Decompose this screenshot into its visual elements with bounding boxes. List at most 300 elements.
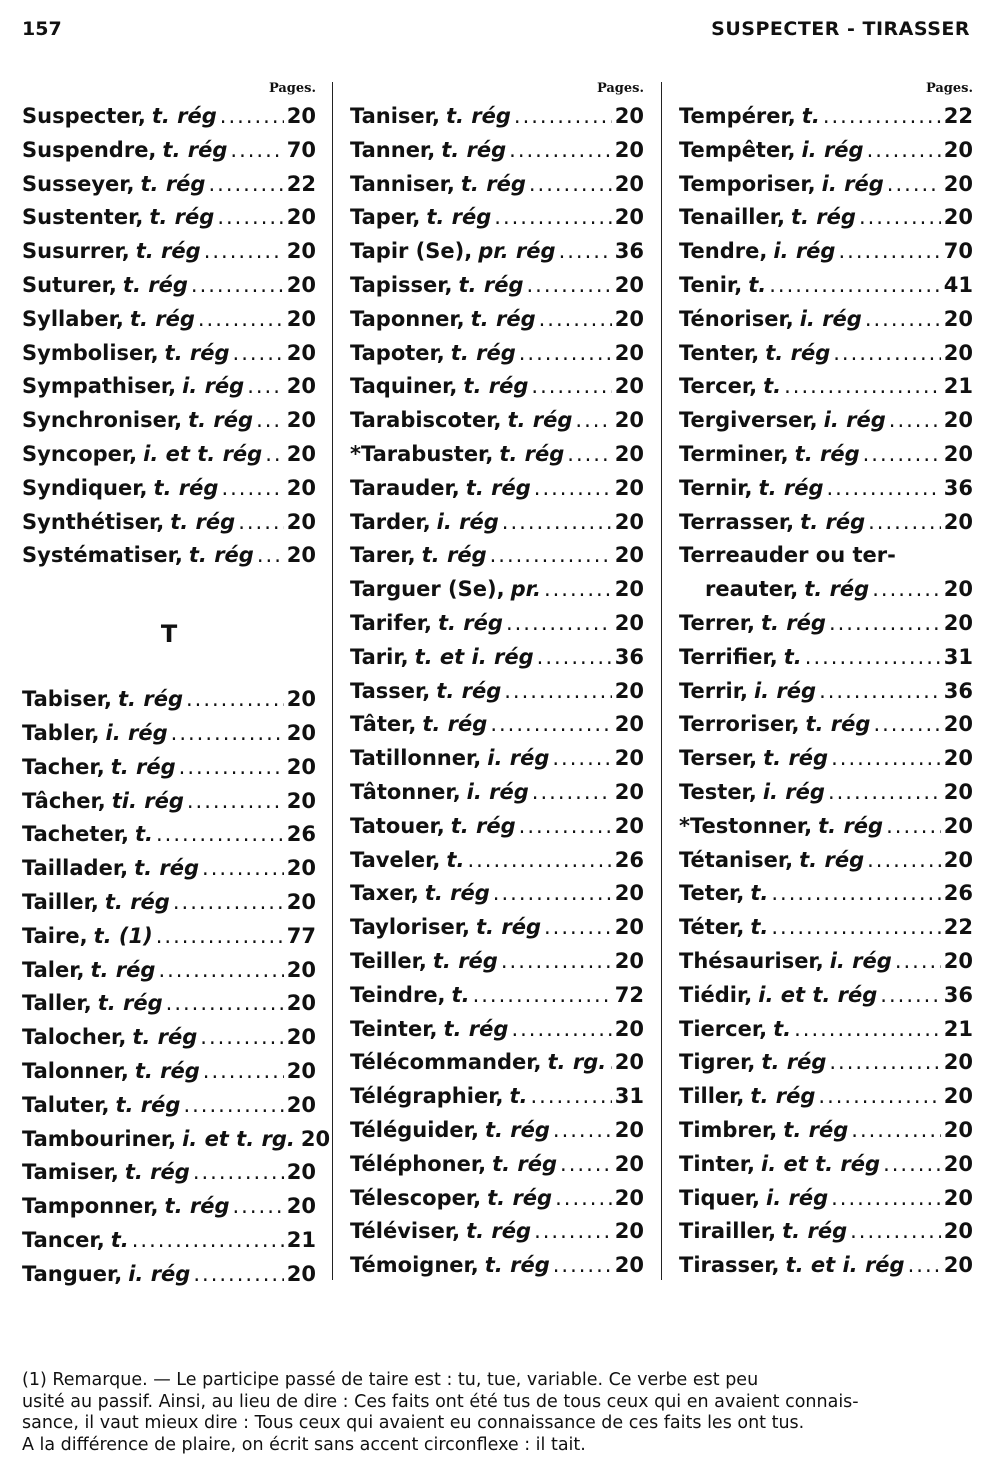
page-reference: 20	[286, 720, 316, 745]
page-reference: 20	[286, 889, 316, 914]
page-reference: 20	[286, 1194, 316, 1219]
dot-leader	[829, 607, 941, 641]
page-reference: 20	[286, 239, 316, 264]
grammar-note: i. rég	[128, 1261, 191, 1286]
dot-leader	[863, 438, 941, 472]
verb-entry	[679, 911, 973, 945]
pages-column-header: Pages.	[925, 81, 973, 96]
dot-leader	[859, 201, 941, 235]
dot-leader	[851, 1114, 941, 1148]
grammar-note: t.	[750, 881, 769, 906]
dot-leader	[173, 886, 284, 920]
dot-leader	[156, 818, 284, 852]
column-2	[350, 78, 644, 1283]
page-reference: 20	[614, 475, 644, 500]
verb-name: Tendre,	[679, 239, 768, 264]
verb-entry	[22, 717, 316, 751]
page-reference: 20	[943, 779, 973, 804]
grammar-note: t. rég	[134, 856, 200, 881]
page-reference: 20	[943, 1084, 973, 1109]
verb-name: Tirasser,	[679, 1253, 780, 1278]
grammar-note: t. rég	[499, 441, 565, 466]
grammar-note: t. rég	[443, 1016, 509, 1041]
grammar-note: t.	[773, 1016, 792, 1041]
page-reference: 20	[614, 712, 644, 737]
dot-leader	[889, 404, 941, 438]
dot-leader	[559, 235, 612, 269]
verb-name: Teindre,	[350, 982, 446, 1007]
grammar-note: t.	[763, 374, 782, 399]
grammar-note: ti. rég	[111, 788, 184, 813]
verb-entry	[350, 235, 644, 269]
page-reference: 20	[286, 374, 316, 399]
verb-name: Tatillonner,	[350, 746, 482, 771]
verb-name: Tacher,	[22, 754, 105, 779]
grammar-note: t. rég	[135, 239, 201, 264]
verb-entry	[22, 818, 316, 852]
verb-entry	[22, 886, 316, 920]
page-reference: 20	[286, 509, 316, 534]
verb-entry	[350, 1080, 644, 1114]
page-reference: 26	[286, 822, 316, 847]
verb-name: Terrifier,	[679, 644, 778, 669]
dot-leader	[838, 235, 940, 269]
verb-entry	[350, 438, 644, 472]
page-reference: 20	[943, 1185, 973, 1210]
page-reference: 20	[614, 509, 644, 534]
page-reference: 20	[614, 137, 644, 162]
page-reference: 20	[286, 306, 316, 331]
verb-entry	[679, 303, 973, 337]
verb-entry	[22, 235, 316, 269]
verb-entry	[22, 683, 316, 717]
verb-entry	[22, 438, 316, 472]
page-reference: 20	[943, 577, 973, 602]
column-1	[22, 78, 331, 1292]
verb-entry	[350, 1114, 644, 1148]
page-reference: 20	[943, 205, 973, 230]
grammar-note: t. rég	[484, 1117, 550, 1142]
verb-entry	[22, 404, 316, 438]
grammar-note: t. et i. rég	[785, 1253, 905, 1278]
verb-entry	[679, 438, 973, 472]
page-reference: 20	[286, 441, 316, 466]
page-reference: 20	[943, 1219, 973, 1244]
dot-leader	[895, 945, 941, 979]
verb-entry	[679, 641, 973, 675]
dot-leader	[833, 337, 941, 371]
page-reference: 20	[943, 948, 973, 973]
verb-name: Tâtonner,	[350, 779, 461, 804]
verb-entry	[350, 945, 644, 979]
verb-entry	[350, 675, 644, 709]
verb-name: Terreauder ou ter-	[679, 543, 896, 568]
page-reference: 70	[286, 137, 316, 162]
grammar-note: i. et t. rég	[143, 441, 263, 466]
page-reference: 20	[286, 543, 316, 568]
dot-leader	[534, 1215, 612, 1249]
grammar-note: i. rég	[466, 779, 529, 804]
verb-name: Ternir,	[679, 475, 753, 500]
grammar-note: t. rég	[465, 475, 531, 500]
verb-entry	[679, 1013, 973, 1047]
verb-entry	[22, 1021, 316, 1055]
verb-entry	[679, 370, 973, 404]
page-reference: 20	[614, 1219, 644, 1244]
verb-entry	[350, 810, 644, 844]
grammar-note: t. (1)	[93, 923, 153, 948]
dot-leader	[819, 675, 941, 709]
page-reference: 20	[943, 610, 973, 635]
grammar-note: t. rég	[782, 1219, 848, 1244]
grammar-note: t. rég	[421, 543, 487, 568]
page-reference: 20	[614, 1151, 644, 1176]
grammar-note: t. rég	[484, 1253, 550, 1278]
page-reference: 20	[943, 1117, 973, 1142]
verb-name: Tirailler,	[679, 1219, 777, 1244]
pages-column-header: Pages.	[596, 81, 644, 96]
verb-name: Tenailler,	[679, 205, 785, 230]
grammar-note: t. rég	[97, 991, 163, 1016]
verb-entry	[679, 404, 973, 438]
verb-name: Téléguider,	[350, 1117, 479, 1142]
dot-leader	[511, 1013, 611, 1047]
grammar-note: t. rég	[790, 205, 856, 230]
grammar-note: t. rég	[115, 1092, 181, 1117]
dot-leader	[509, 134, 612, 168]
verb-entry	[350, 1046, 644, 1080]
grammar-note: i. rég	[821, 171, 884, 196]
dot-leader	[531, 370, 611, 404]
page-reference: 20	[614, 543, 644, 568]
page-reference: 20	[286, 340, 316, 365]
dot-leader	[829, 1046, 940, 1080]
page-reference: 20	[286, 1025, 316, 1050]
grammar-note: t. rég	[149, 205, 215, 230]
page-reference: 20	[614, 881, 644, 906]
dot-leader	[555, 1182, 612, 1216]
page-reference: 36	[614, 239, 644, 264]
page-reference: 20	[614, 948, 644, 973]
verb-entry	[22, 1156, 316, 1190]
verb-name: Tabler,	[22, 720, 100, 745]
dot-leader	[220, 100, 284, 134]
verb-entry	[350, 100, 644, 134]
grammar-note: t. rég	[450, 340, 516, 365]
page-reference: 20	[614, 1016, 644, 1041]
column-divider	[332, 82, 333, 1280]
page-reference: 20	[943, 441, 973, 466]
dot-leader	[202, 852, 284, 886]
verb-name: Teter,	[679, 881, 745, 906]
spacer	[22, 573, 316, 607]
dot-leader	[539, 303, 612, 337]
page-reference: 20	[286, 788, 316, 813]
page-reference: 41	[943, 272, 973, 297]
grammar-note: t.	[748, 272, 767, 297]
verb-entry	[350, 404, 644, 438]
dot-leader	[609, 1046, 612, 1080]
page-reference: 20	[943, 340, 973, 365]
verb-name: Tiercer,	[679, 1016, 768, 1041]
verb-name: Tiédir,	[679, 982, 753, 1007]
verb-name: Synchroniser,	[22, 408, 183, 433]
verb-name: Tiquer,	[679, 1185, 760, 1210]
verb-name: Télécommander,	[350, 1050, 542, 1075]
grammar-note: i. et t. rg.	[182, 1126, 295, 1151]
verb-entry	[22, 100, 316, 134]
verb-entry	[350, 472, 644, 506]
footnote-line: (1) Remarque. — Le participe passé de taire est : tu, tue, variable. Ce verbe est peu	[22, 1370, 759, 1390]
grammar-note: t. rég	[426, 205, 492, 230]
dot-leader	[529, 168, 612, 202]
page-reference: 31	[943, 644, 973, 669]
verb-name: Syncoper,	[22, 441, 138, 466]
verb-entry	[22, 751, 316, 785]
page-reference: 20	[943, 1151, 973, 1176]
footnote-line: sance, il vaut mieux dire : Tous ceux qui avaient eu connaissance de ces faits les ont tus.	[22, 1413, 805, 1433]
grammar-note: t. rég	[188, 543, 254, 568]
grammar-note: i. rég	[829, 948, 892, 973]
grammar-note: t. rég	[470, 306, 536, 331]
grammar-note: t. rég	[804, 577, 870, 602]
verb-entry	[679, 1148, 973, 1182]
grammar-note: t.	[134, 822, 153, 847]
dot-leader	[831, 742, 941, 776]
dot-leader	[553, 1114, 612, 1148]
verb-name: Terrasser,	[679, 509, 795, 534]
verb-entry	[679, 539, 973, 573]
grammar-note: pr.	[510, 577, 541, 602]
verb-entry	[350, 979, 644, 1013]
page-reference: 20	[943, 509, 973, 534]
grammar-note: t. rég	[134, 1058, 200, 1083]
dot-leader	[187, 785, 284, 819]
page-reference: 20	[943, 847, 973, 872]
verb-entry	[350, 269, 644, 303]
dot-leader	[865, 303, 941, 337]
verb-name: Tabiser,	[22, 687, 113, 712]
verb-entry	[679, 134, 973, 168]
dot-leader	[186, 683, 284, 717]
page-reference: 20	[286, 957, 316, 982]
grammar-note: t.	[750, 915, 769, 940]
entry-list	[679, 100, 973, 1283]
verb-name: Tamiser,	[22, 1160, 119, 1185]
verb-entry	[679, 235, 973, 269]
verb-name: Taquiner,	[350, 374, 458, 399]
page-reference: 36	[614, 644, 644, 669]
verb-name: Tenter,	[679, 340, 760, 365]
grammar-note: i. rég	[799, 306, 862, 331]
page-reference: 22	[943, 104, 973, 128]
grammar-note: t. rég	[805, 712, 871, 737]
grammar-note: i. rég	[753, 678, 817, 703]
verb-entry	[679, 472, 973, 506]
grammar-note: t.	[446, 847, 465, 872]
verb-entry	[679, 506, 973, 540]
grammar-note: t. rég	[129, 306, 195, 331]
verb-name: Symboliser,	[22, 340, 159, 365]
page-reference: 20	[943, 306, 973, 331]
grammar-note: pr. rég	[478, 239, 556, 264]
dot-leader	[771, 911, 940, 945]
page-reference: 20	[614, 171, 644, 196]
verb-name: Sympathiser,	[22, 374, 177, 399]
verb-name: Tigrer,	[679, 1050, 756, 1075]
verb-name: Suspendre,	[22, 137, 157, 162]
page-reference: 20	[614, 746, 644, 771]
grammar-note: t.	[801, 104, 820, 128]
verb-entry	[22, 1089, 316, 1123]
verb-name: Syndiquer,	[22, 475, 148, 500]
page-reference: 20	[614, 340, 644, 365]
dot-leader	[537, 641, 612, 675]
verb-entry	[679, 1080, 973, 1114]
verb-name: Sustenter,	[22, 205, 144, 230]
dot-leader	[534, 472, 612, 506]
verb-name: Tanniser,	[350, 171, 455, 196]
verb-name: Targuer (Se),	[350, 577, 505, 602]
grammar-note: t. rég	[151, 104, 217, 128]
dot-leader	[158, 954, 283, 988]
dot-leader	[544, 573, 612, 607]
verb-name: Tinter,	[679, 1151, 756, 1176]
verb-entry	[679, 776, 973, 810]
dot-leader	[514, 100, 612, 134]
verb-entry	[22, 134, 316, 168]
grammar-note: t. rg.	[547, 1050, 607, 1075]
grammar-note: t. rég	[162, 137, 228, 162]
verb-name: Teinter,	[350, 1016, 438, 1041]
verb-entry	[22, 168, 316, 202]
page-reference: 20	[614, 813, 644, 838]
page-reference: 26	[943, 881, 973, 906]
page-reference: 20	[286, 475, 316, 500]
verb-name: *Tarabuster,	[350, 441, 494, 466]
verb-name: Tailler,	[22, 889, 99, 914]
page-reference: 20	[943, 813, 973, 838]
grammar-note: t. rég	[487, 1185, 553, 1210]
verb-entry	[350, 303, 644, 337]
verb-entry	[22, 303, 316, 337]
verb-name: Tergiverser,	[679, 408, 818, 433]
dot-leader	[868, 506, 941, 540]
grammar-note: t. rég	[758, 475, 824, 500]
page-reference: 20	[614, 441, 644, 466]
dot-leader	[872, 573, 941, 607]
verb-name: Tatouer,	[350, 813, 445, 838]
verb-entry	[350, 911, 644, 945]
verb-name: Tempérer,	[679, 104, 796, 128]
verb-entry	[350, 776, 644, 810]
verb-name: Talocher,	[22, 1025, 127, 1050]
verb-name: *Testonner,	[679, 813, 813, 838]
entry-list	[22, 683, 331, 1291]
verb-entry	[679, 945, 973, 979]
verb-entry	[350, 370, 644, 404]
dot-leader	[247, 370, 284, 404]
verb-entry	[350, 1215, 644, 1249]
grammar-note: t. rég	[765, 340, 831, 365]
verb-entry	[679, 1215, 973, 1249]
grammar-note: t. rég	[458, 272, 524, 297]
page-reference: 20	[614, 272, 644, 297]
verb-entry	[22, 337, 316, 371]
dot-leader	[132, 1224, 284, 1258]
verb-name: Temporiser,	[679, 171, 816, 196]
page-reference: 72	[614, 982, 644, 1007]
verb-name: Susseyer,	[22, 171, 135, 196]
dot-leader	[552, 742, 611, 776]
verb-name: Tanguer,	[22, 1261, 123, 1286]
dot-leader	[805, 641, 941, 675]
page-reference: 20	[614, 610, 644, 635]
verb-name: Suspecter,	[22, 104, 146, 128]
dot-leader	[230, 134, 283, 168]
dot-leader	[257, 539, 284, 573]
verb-entry	[679, 607, 973, 641]
page-reference: 20	[286, 1092, 316, 1117]
dot-leader	[208, 168, 283, 202]
verb-entry	[679, 168, 973, 202]
page-reference: 77	[286, 923, 316, 948]
dot-leader	[490, 539, 612, 573]
verb-name: Tarauder,	[350, 475, 460, 500]
grammar-note: t. rég	[760, 610, 826, 635]
dot-leader	[494, 201, 611, 235]
grammar-note: t. rég	[783, 1117, 849, 1142]
grammar-note: t. rég	[818, 813, 884, 838]
page-reference: 70	[943, 239, 973, 264]
grammar-note: i. rég	[487, 746, 550, 771]
verb-entry	[350, 337, 644, 371]
dot-leader	[156, 920, 284, 954]
grammar-note: t. rég	[90, 957, 156, 982]
dot-leader	[519, 810, 612, 844]
grammar-note: t. rég	[476, 915, 541, 940]
verb-entry	[679, 1114, 973, 1148]
verb-entry	[22, 1258, 316, 1292]
page-reference: 20	[614, 577, 644, 602]
page-reference: 20	[943, 408, 973, 433]
grammar-note: t. rég	[794, 441, 860, 466]
verb-name: Syllaber,	[22, 306, 124, 331]
column-divider	[661, 82, 662, 1280]
grammar-note: t. rég	[750, 1084, 816, 1109]
dot-leader	[827, 472, 941, 506]
grammar-note: t. rég	[450, 813, 516, 838]
verb-name: Taper,	[350, 205, 421, 230]
page-reference: 20	[286, 104, 316, 128]
verb-entry	[22, 201, 316, 235]
grammar-note: t. rég	[170, 509, 236, 534]
column-3	[679, 78, 973, 1283]
verb-name: Terrir,	[679, 678, 748, 703]
page-reference: 20	[943, 1050, 973, 1075]
grammar-note: i. rég	[801, 137, 864, 162]
grammar-note: t. rég	[492, 1151, 558, 1176]
dot-leader	[493, 877, 612, 911]
verb-name: Systématiser,	[22, 543, 183, 568]
dot-leader	[467, 844, 611, 878]
dot-leader	[233, 337, 284, 371]
grammar-note: i. rég	[436, 509, 499, 534]
grammar-note: i. rég	[773, 239, 836, 264]
dot-leader	[204, 235, 284, 269]
verb-name: Taxer,	[350, 881, 419, 906]
verb-entry	[22, 920, 316, 954]
